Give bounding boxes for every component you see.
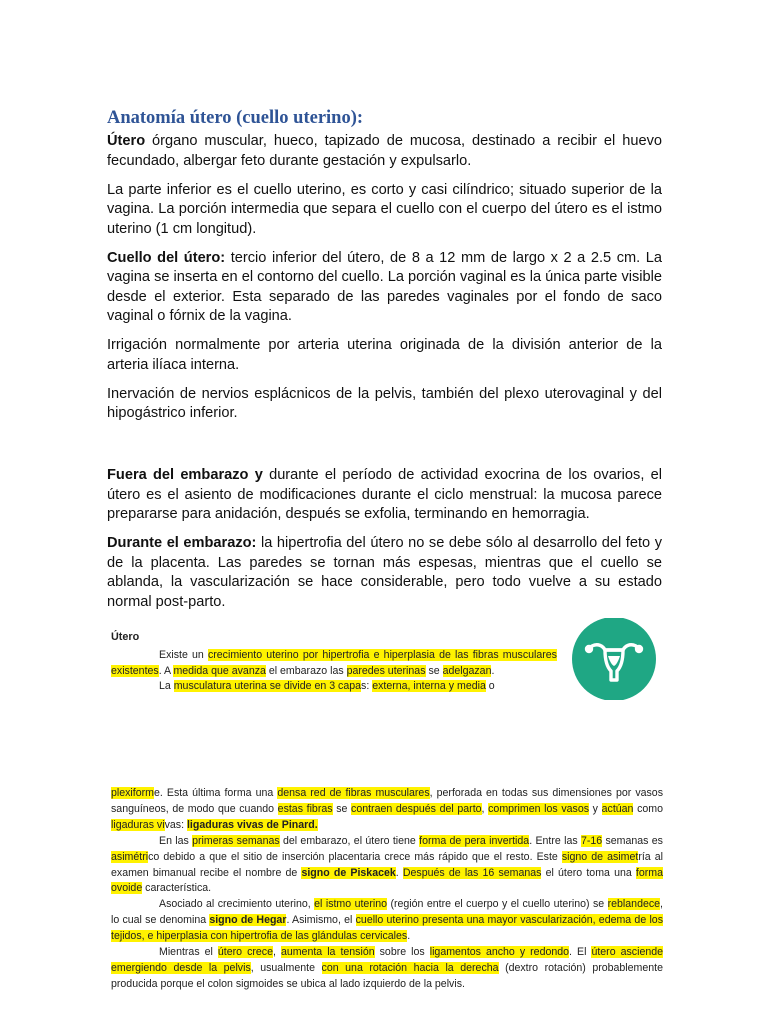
- page-title: Anatomía útero (cuello uterino):: [107, 108, 364, 128]
- paragraph-fuera-embarazo: [107, 466, 662, 525]
- embedded-text-image: [111, 618, 664, 990]
- image-paragraph-1: Existe un crecimiento uterino por hipertrofia e hiperplasia de las fibras musculares existentes. A medida que avanza el embarazo las paredes uterinas se adelgazan.: [111, 648, 557, 677]
- paragraph-cuello-del-utero: [107, 249, 662, 327]
- paragraph-text: durante el período de actividad exocrina de los ovarios, el útero es el asiento de modificaciones durante el ciclo menstrual: la mucosa parece prepararse para anidación, después se exfolia, terminando en hemorragia.: [107, 467, 662, 522]
- paragraph-inervacion: Inervación de nervios esplácnicos de la pelvis, también del plexo uterovaginal y del hipogástrico inferior.: [107, 385, 662, 421]
- term-fuera-embarazo: Fuera del embarazo y: [107, 467, 263, 483]
- image-paragraph-4: Asociado al crecimiento uterino, el istmo uterino (región entre el cuerpo y el cuello uterino) se reblandece, lo cual se denomina signo de Hegar. Asimismo, el cuello uterino presenta una mayor vascularización, edema de los tejidos, e hiperplasia con hipertrofia de las glándulas cervicales.: [111, 898, 663, 943]
- text-column: [107, 106, 662, 622]
- term-cuello: Cuello del útero:: [107, 249, 226, 266]
- paragraph-irrigacion: Irrigación normalmente por arteria uterina originada de la división anterior de la arteria ilíaca interna.: [107, 337, 662, 373]
- term-utero: Útero: [107, 133, 146, 149]
- image-text-lower: [111, 786, 663, 993]
- paragraph-text: la hipertrofia del útero no se debe sólo al desarrollo del feto y de la placenta. Las paredes se tornan más espesas, mientras que el cuello se ablanda, la vascularización se hace considerable, pero todo vuelve a su estado normal post-parto.: [107, 535, 662, 610]
- paragraph-text: tercio inferior del útero, de 8 a 12 mm de largo x 2 a 2.5 cm. La vagina se inserta en el contorno del cuello. La porción vaginal es la única parte visible desde el exterior. Esta separado de las paredes vaginales por el fondo de saco vaginal o fórnix de la vagina.: [107, 249, 662, 324]
- image-paragraph-5: Mientras el útero crece, aumenta la tensión sobre los ligamentos ancho y redondo. El útero asciende emergiendo desde la pelvis, usualmente con una rotación hacia la derecha (dextro rotación) probablemente producida porque el colon sigmoides se ubica al lado izquierdo de la pelvis.: [111, 946, 664, 990]
- image-text-upper: [111, 630, 557, 695]
- paragraph-text: órgano muscular, hueco, tapizado de mucosa, destinado a recibir el huevo fecundado, albergar feto durante gestación y expulsarlo.: [107, 133, 662, 169]
- term-durante-embarazo: Durante el embarazo:: [107, 535, 257, 551]
- image-paragraph-2-start: La musculatura uterina se divide en 3 capas: externa, interna y media o: [159, 680, 495, 693]
- image-paragraph-3: En las primeras semanas del embarazo, el útero tiene forma de pera invertida. Entre las 7-16 semanas es asimétrico debido a que el sitio de inserción placentaria crece más rápido que el resto. Este signo de asimetría al examen bimanual recibe el nombre de signo de Piskacek. Después de las 16 semanas el útero toma una forma ovoide característica.: [111, 834, 664, 895]
- paragraph-durante-embarazo: [107, 534, 662, 612]
- image-paragraph-2: plexiforme. Esta última forma una densa red de fibras musculares, perforada en todas sus dimensiones por vasos sanguíneos, de modo que cuando estas fibras se contraen después del parto, comprimen los vasos y actúan como ligaduras vivas: ligaduras vivas de Pinard.: [111, 787, 663, 831]
- image-heading: Útero: [111, 631, 140, 643]
- uterus-icon: [558, 618, 670, 700]
- paragraph-cuello-intro: La parte inferior es el cuello uterino, es corto y casi cilíndrico; situado superior de la vagina. La porción intermedia que separa el cuello con el cuerpo del útero es el istmo uterino (1 cm longitud).: [107, 181, 662, 237]
- spacer: [107, 433, 662, 466]
- paragraph-utero: [107, 132, 662, 171]
